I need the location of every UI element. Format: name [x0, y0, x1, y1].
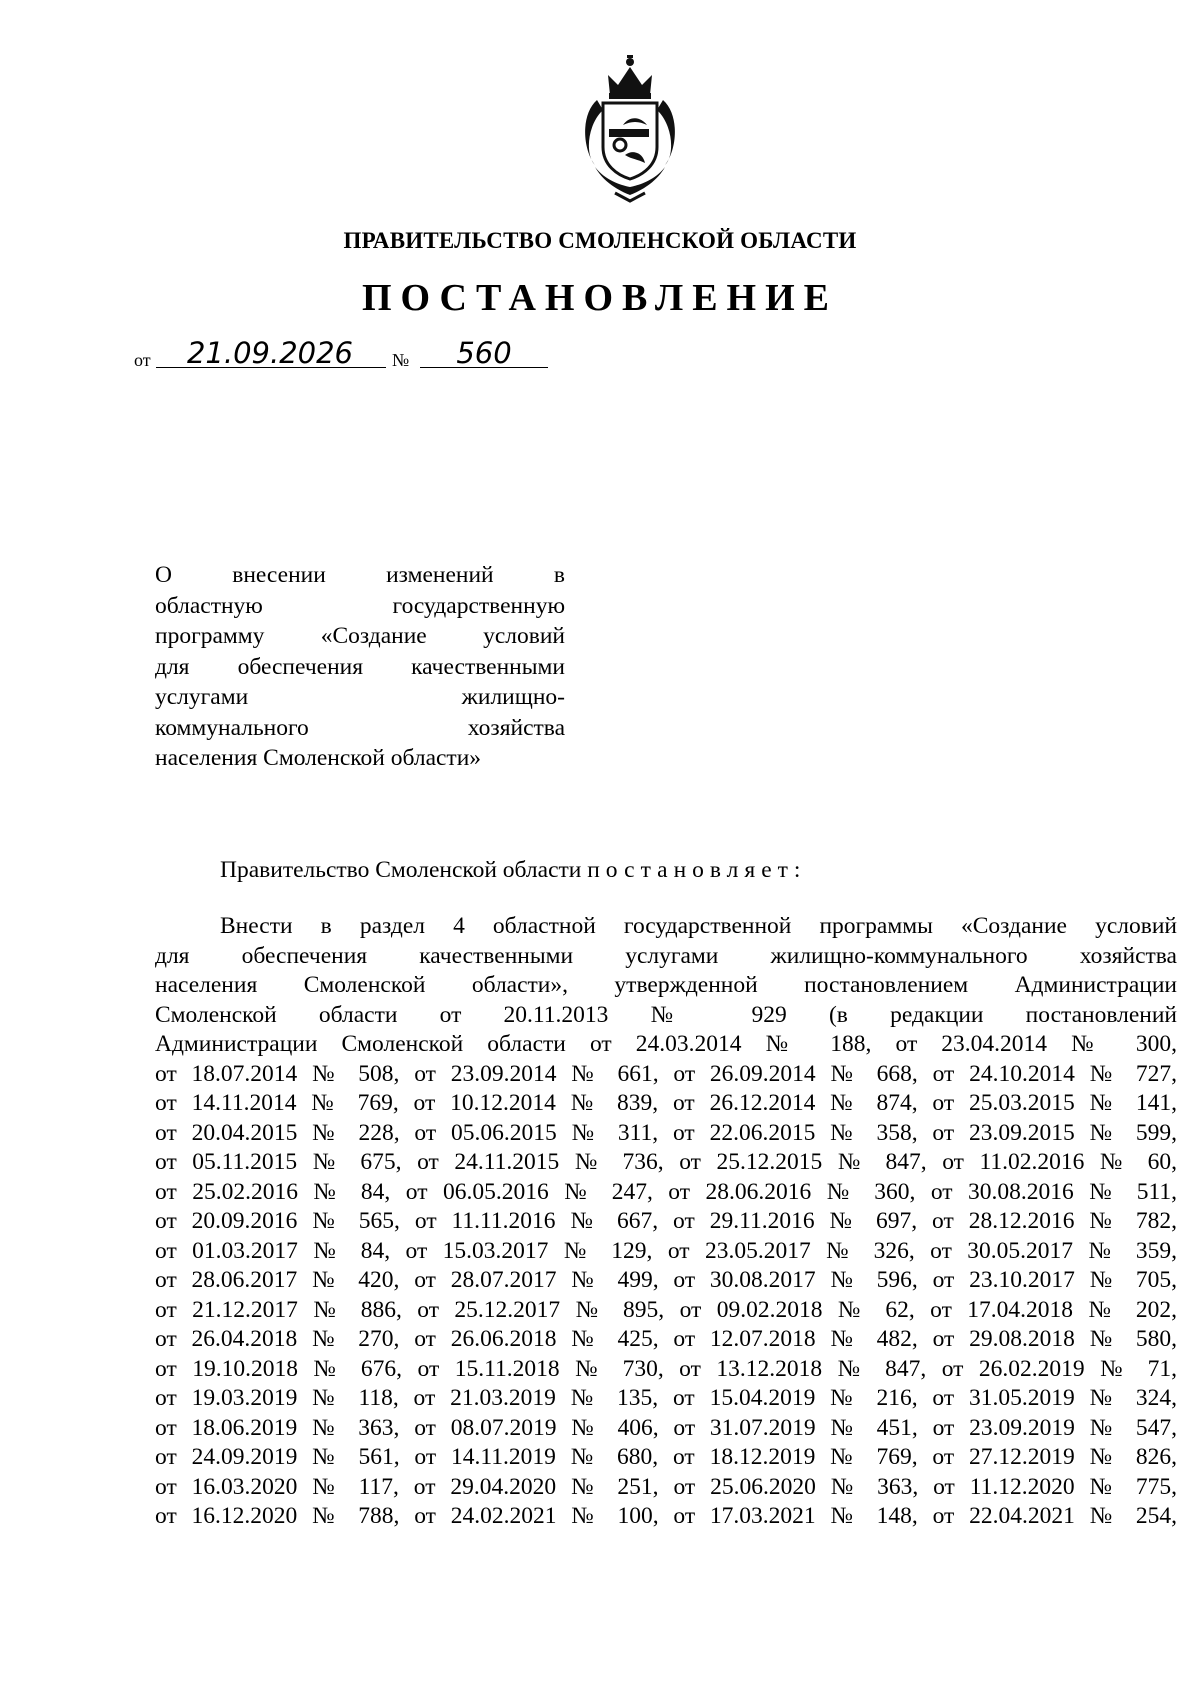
body-line: для обеспечения качественными услугами жилищно-коммунального хозяйства: [155, 942, 1177, 969]
subject-line: населения Смоленской области»: [155, 745, 482, 771]
handwritten-date: 21.09.2026: [186, 336, 354, 370]
handwritten-number: 560: [456, 336, 512, 370]
body-line: от 26.04.2018 № 270, от 26.06.2018 № 425, от 12.07.2018 № 482, от 29.08.2018 № 580,: [155, 1326, 1177, 1352]
body-line: от 16.12.2020 № 788, от 24.02.2021 № 100, от 17.03.2021 № 148, от 22.04.2021 № 254,: [155, 1503, 1177, 1529]
number-label: №: [392, 350, 410, 370]
subject-line: для обеспечения качественными: [155, 653, 565, 680]
body-line: от 05.11.2015 № 675, от 24.11.2015 № 736, от 25.12.2015 № 847, от 11.02.2016 № 60,: [155, 1149, 1177, 1175]
body-line: Администрации Смоленской области от 24.03.2014 № 188, от 23.04.2014 № 300,: [155, 1031, 1177, 1057]
preamble: [220, 857, 806, 884]
preamble-text: Правительство Смоленской области: [220, 857, 582, 883]
body-line: от 20.09.2016 № 565, от 11.11.2016 № 667, от 29.11.2016 № 697, от 28.12.2016 № 782,: [155, 1208, 1177, 1234]
body-line: от 20.04.2015 № 228, от 05.06.2015 № 311, от 22.06.2015 № 358, от 23.09.2015 № 599,: [155, 1119, 1177, 1146]
body-line: от 01.03.2017 № 84, от 15.03.2017 № 129, от 23.05.2017 № 326, от 30.05.2017 № 359,: [155, 1237, 1177, 1264]
body-line: от 18.06.2019 № 363, от 08.07.2019 № 406, от 31.07.2019 № 451, от 23.09.2019 № 547,: [155, 1414, 1177, 1441]
date-number-line: [134, 336, 594, 376]
body-line: от 25.02.2016 № 84, от 06.05.2016 № 247, от 28.06.2016 № 360, от 30.08.2016 № 511,: [155, 1178, 1177, 1205]
body-line: населения Смоленской области», утвержденной постановлением Администрации: [155, 972, 1177, 998]
from-label: от: [134, 350, 151, 370]
body-line: от 28.06.2017 № 420, от 28.07.2017 № 499, от 30.08.2017 № 596, от 23.10.2017 № 705,: [155, 1267, 1177, 1293]
body-line: от 14.11.2014 № 769, от 10.12.2014 № 839, от 26.12.2014 № 874, от 25.03.2015 № 141,: [155, 1090, 1177, 1116]
subject-line: областную государственную: [155, 592, 565, 619]
subject-line: коммунального хозяйства: [155, 714, 565, 741]
subject-line: О внесении изменений в: [155, 562, 565, 588]
body-line: Внести в раздел 4 областной государственной программы «Создание условий: [220, 913, 1177, 939]
body-line: Смоленской области от 20.11.2013 № 929 (в редакции постановлений: [155, 1001, 1177, 1028]
preamble-verb: постановляет:: [587, 857, 807, 883]
subject-line: программу «Создание условий: [155, 623, 565, 649]
document-body: [155, 912, 1177, 1532]
subject-line: услугами жилищно-: [155, 684, 565, 710]
document-type-title: ПОСТАНОВЛЕНИЕ: [361, 277, 839, 319]
body-line: от 21.12.2017 № 886, от 25.12.2017 № 895, от 09.02.2018 № 62, от 17.04.2018 № 202,: [155, 1296, 1177, 1323]
issuing-authority: ПРАВИТЕЛЬСТВО СМОЛЕНСКОЙ ОБЛАСТИ: [343, 228, 857, 253]
body-line: от 16.03.2020 № 117, от 29.04.2020 № 251, от 25.06.2020 № 363, от 11.12.2020 № 775,: [155, 1473, 1177, 1500]
body-line: от 18.07.2014 № 508, от 23.09.2014 № 661, от 26.09.2014 № 668, от 24.10.2014 № 727,: [155, 1060, 1177, 1087]
body-line: от 19.10.2018 № 676, от 15.11.2018 № 730, от 13.12.2018 № 847, от 26.02.2019 № 71,: [155, 1355, 1177, 1382]
body-line: от 24.09.2019 № 561, от 14.11.2019 № 680, от 18.12.2019 № 769, от 27.12.2019 № 826,: [155, 1444, 1177, 1470]
coat-of-arms-emblem: [575, 55, 685, 203]
body-line: от 19.03.2019 № 118, от 21.03.2019 № 135, от 15.04.2019 № 216, от 31.05.2019 № 324,: [155, 1385, 1177, 1411]
document-subject: [155, 560, 565, 774]
